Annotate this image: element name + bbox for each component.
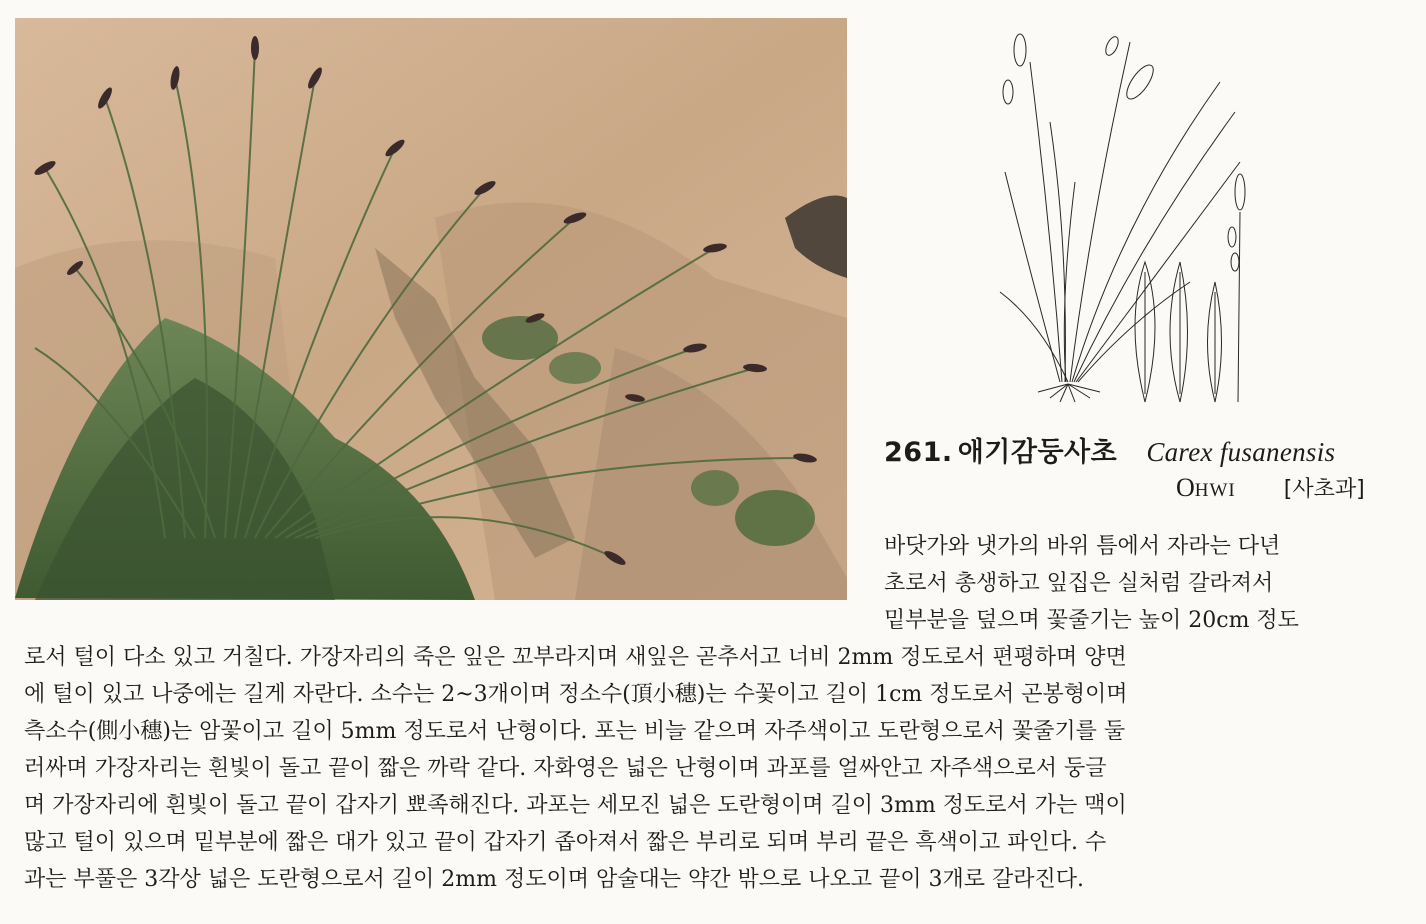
description-line-4: 로서 털이 다소 있고 거칠다. 가장자리의 죽은 잎은 꼬부라지며 새잎은 곧추서고 너비 2mm 정도로서 편평하며 양면 [24, 645, 1127, 670]
scientific-name: Carex fusanensis [1146, 437, 1336, 467]
description-line-3: 밑부분을 덮으며 꽃줄기는 높이 20cm 정도 [884, 608, 1299, 633]
photo-image [15, 18, 847, 600]
species-title [884, 430, 1414, 470]
description-line-2: 초로서 총생하고 잎집은 실처럼 갈라져서 [884, 571, 1274, 596]
author-name: OHWI [1176, 473, 1236, 502]
korean-name: 애기감둥사초 [957, 437, 1118, 468]
family-name: [사초과] [1283, 477, 1365, 502]
author-family-line [1176, 472, 1365, 504]
description-line-7: 러싸며 가장자리는 흰빛이 돌고 끝이 짧은 까락 같다. 자화영은 넓은 난형이며 과포를 얼싸안고 자주색으로서 둥글 [24, 756, 1107, 781]
illustration-image [990, 22, 1258, 404]
botanical-illustration [990, 22, 1258, 404]
description-line-6: 측소수(側小穗)는 암꽃이고 길이 5mm 정도로서 난형이다. 포는 비늘 같으며 자주색이고 도란형으로서 꽃줄기를 둘 [24, 719, 1126, 744]
description-line-1: 바닷가와 냇가의 바위 틈에서 자라는 다년 [884, 534, 1281, 559]
description-line-10: 과는 부풀은 3각상 넓은 도란형으로서 길이 2mm 정도이며 암술대는 약간 밖으로 나오고 끝이 3개로 갈라진다. [24, 867, 1084, 892]
description-line-8: 며 가장자리에 흰빛이 돌고 끝이 갑자기 뾰족해진다. 과포는 세모진 넓은 도란형이며 길이 3mm 정도로서 가는 맥이 [24, 793, 1127, 818]
species-number: 261. [884, 437, 953, 468]
description-line-9: 많고 털이 있으며 밑부분에 짧은 대가 있고 끝이 갑자기 좁아져서 짧은 부리로 되며 부리 끝은 흑색이고 파인다. 수 [24, 830, 1107, 855]
sedge-photo [15, 18, 847, 600]
description-line-5: 에 털이 있고 나중에는 길게 자란다. 소수는 2~3개이며 정소수(頂小穗)는 수꽃이고 길이 1cm 정도로서 곤봉형이며 [24, 682, 1128, 707]
